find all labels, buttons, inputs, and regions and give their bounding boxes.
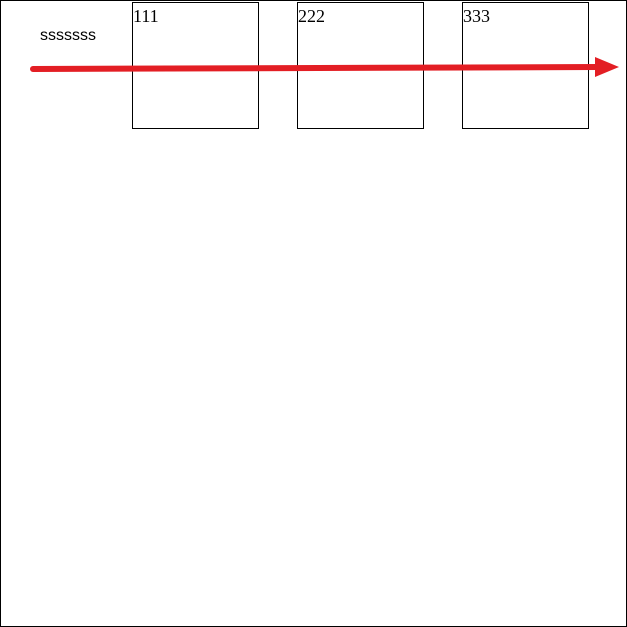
box-333 <box>462 2 589 129</box>
box-111 <box>132 2 259 129</box>
box-label: 222 <box>298 6 325 26</box>
text-label: sssssss <box>40 27 96 44</box>
box-222 <box>297 2 424 129</box>
box-label: 111 <box>133 6 159 26</box>
box-label: 333 <box>463 6 490 26</box>
